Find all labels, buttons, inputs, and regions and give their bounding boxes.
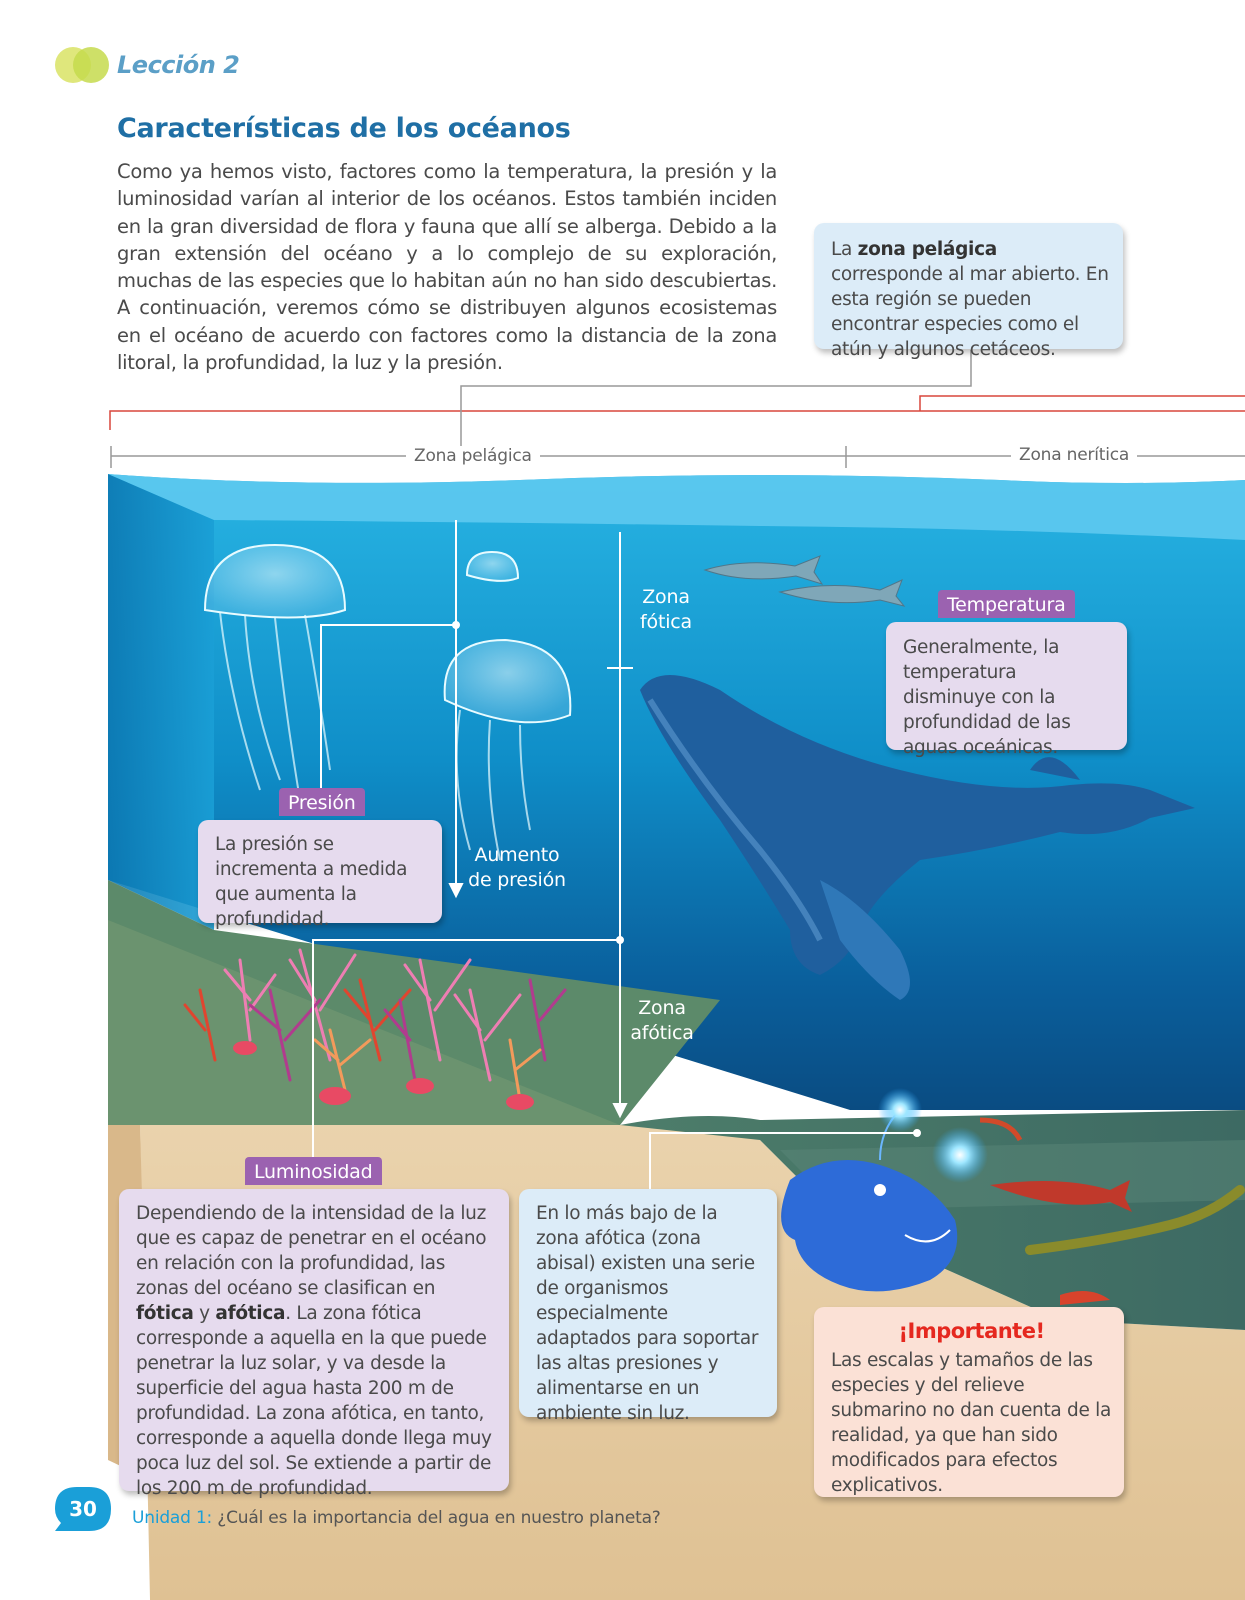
pressure-note: La presión se incrementa a medida que aumenta la profundidad. — [198, 820, 442, 923]
intro-paragraph: Como ya hemos visto, factores como la temperatura, la presión y la luminosidad varían al interior de los océanos. Estos también inciden en la gran diversidad de flora y fauna que allí se alberga. Debido a la gran extensión del océano y a lo complejo de su exploración, muchas de las especies que lo habitan aún no han sido descubiertas. A continuación, veremos cómo se distribuyen algunos ecosistemas en el océano de acuerdo con factores como la distancia de la zona litoral, la profundidad, la luz y la presión. — [117, 160, 777, 375]
biolight-icon — [932, 1127, 988, 1183]
zone-neritic-label: Zona nerítica — [1011, 445, 1137, 465]
zone-pelagic-label: Zona pelágica — [406, 446, 540, 466]
photic-zone-label: Zona fótica — [640, 586, 692, 633]
pelagic-zone-note: La zona pelágica corresponde al mar abierto. En esta región se pueden encontrar especies como el atún y algunos cetáceos. — [814, 223, 1123, 349]
pelagic-bracket — [110, 411, 1245, 430]
pelagic-term: zona pelágica — [857, 239, 997, 260]
footer-unit-text: Unidad 1: ¿Cuál es la importancia del agua en nuestro planeta? — [132, 1508, 661, 1528]
lesson-label: Lección 2 — [117, 51, 240, 79]
neritic-bracket — [920, 396, 1245, 411]
page-number-badge — [55, 1487, 111, 1531]
aphotic-zone-label: Zona afótica — [630, 997, 694, 1044]
important-note — [814, 1307, 1124, 1497]
luminosity-note: Dependiendo de la intensidad de la luz que es capaz de penetrar en el océano en relación con la profundidad, las zonas del océano se clasifican en fótica y afótica. La zona fótica corresponde a aquella en la que puede penetrar la luz solar, y va desde la superficie del agua hasta 200 m de profundidad. La zona afótica, en tanto, corresponde a aquella donde llega muy poca luz del sol. Se extiende a partir de los 200 m de profundidad. — [119, 1189, 509, 1491]
pressure-increase-label: Aumento de presión — [468, 844, 566, 891]
important-text: Las escalas y tamaños de las especies y del relieve submarino no dan cuenta de la realidad, ya que han sido modificados para efectos explicativos. — [831, 1350, 1112, 1496]
page-number: 30 — [69, 1497, 97, 1521]
page-title: Características de los océanos — [117, 113, 571, 144]
abyssal-note: En lo más bajo de la zona afótica (zona abisal) existen una serie de organismos especialmente adaptados para soportar las altas presiones y alimentarse en un ambiente sin luz. — [519, 1189, 777, 1417]
important-title: ¡Importante! — [898, 1319, 1045, 1343]
pressure-tab: Presión — [279, 788, 365, 816]
temperature-note: Generalmente, la temperatura disminuye con la profundidad de las aguas oceánicas. — [886, 622, 1127, 750]
pelagic-connector — [461, 350, 971, 446]
luminosity-tab: Luminosidad — [245, 1157, 382, 1185]
temperature-tab: Temperatura — [938, 590, 1075, 618]
